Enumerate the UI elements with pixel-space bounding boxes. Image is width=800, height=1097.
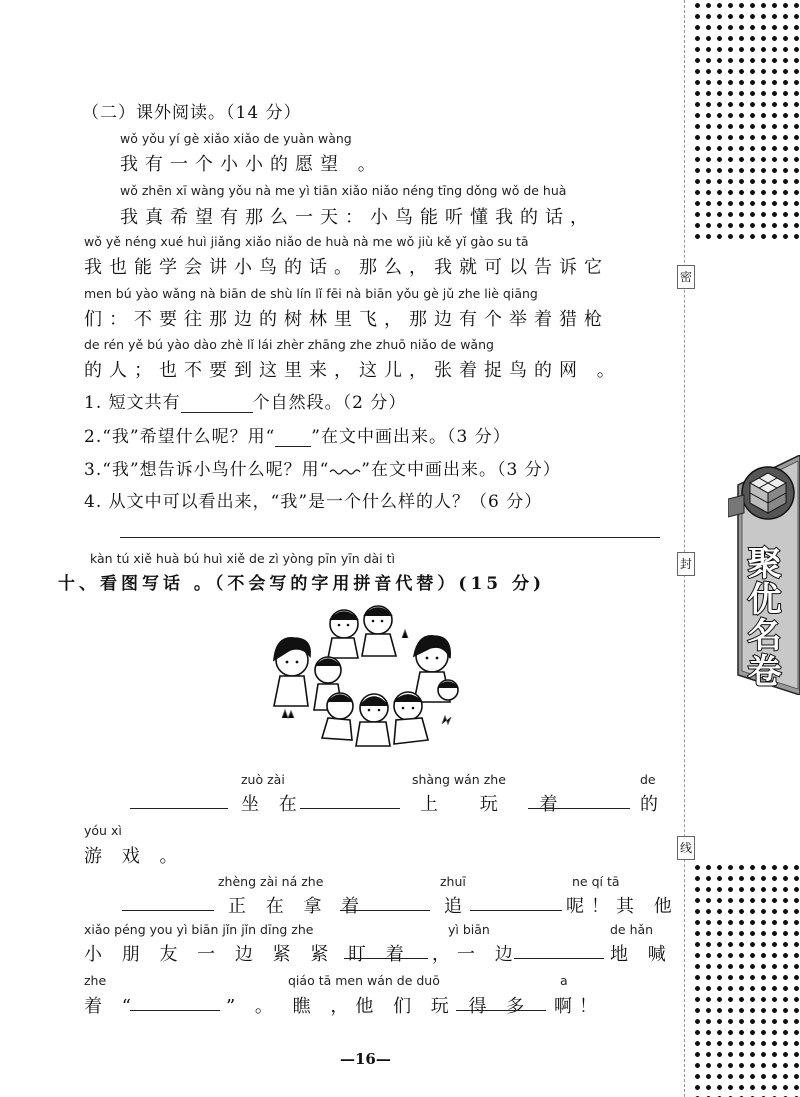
blank-adjective[interactable]: [456, 1010, 546, 1011]
blank-chased[interactable]: [470, 910, 562, 911]
line3-pinyin: men bú yào wǎng nà biān de shù lín lǐ fēi nà biān yǒu gè jǔ zhe liè qiāng: [84, 286, 538, 301]
row4-word-2: ，一 边: [432, 944, 520, 965]
row4-word-1: 小 朋 友 一 边 紧 紧 盯 着: [84, 944, 411, 965]
wavy-line-mark: [329, 466, 361, 476]
seal-feng: 封: [677, 552, 695, 576]
line2-text: 我也能学会讲小鸟的话。那么，我就可以告诉它: [84, 257, 609, 278]
row3-word-1: 正 在 拿 着: [228, 896, 367, 917]
row5-word-1: 着 “: [84, 996, 138, 1017]
row1-word-2: 上 玩 着: [420, 794, 576, 815]
line1-pinyin: wǒ zhēn xī wàng yǒu nà me yì tiān xiǎo niǎo néng tīng dǒng wǒ de huà: [120, 183, 567, 198]
line4-text: 的人；也不要到这里来，这儿，张着捉鸟的网 。: [84, 360, 622, 381]
blank-who-2[interactable]: [122, 910, 214, 911]
row5-word-3: 啊！: [554, 996, 604, 1017]
dot-pattern-top: [692, 0, 800, 245]
page-number: —16—: [340, 1050, 391, 1068]
row1-pinyin-2: shàng wán zhe: [412, 772, 506, 787]
seal-xian: 线: [677, 836, 695, 860]
question-3: 3.“我”想告诉小鸟什么呢？用“ ”在文中画出来。（3 分）: [84, 460, 561, 480]
blank-where[interactable]: [300, 808, 400, 809]
blank-who[interactable]: [130, 808, 228, 809]
line2-pinyin: wǒ yě néng xué huì jiǎng xiǎo niǎo de huà nà me wǒ jiù kě yǐ gào su tā: [84, 234, 529, 249]
blank-watching[interactable]: [344, 958, 428, 959]
dot-pattern-bottom: [692, 862, 800, 1097]
row4-pinyin-1: xiǎo péng you yì biān jǐn jǐn dīng zhe: [84, 922, 314, 937]
title-pinyin: wǒ yǒu yí gè xiǎo xiǎo de yuàn wàng: [120, 131, 352, 146]
row5-word-2: ” 。 瞧 ，他 们 玩 得 多: [226, 996, 532, 1017]
seal-mi: 密: [677, 265, 695, 289]
line3-text: 们：不要往那边的树林里飞，那边有个举着猎枪: [84, 309, 609, 330]
row5-pinyin-3: a: [560, 973, 568, 988]
children-playing-illustration: [262, 598, 464, 750]
question-1: 1. 短文共有 个自然段。（2 分）: [84, 393, 407, 413]
blank-what-game[interactable]: [528, 808, 630, 809]
row4-pinyin-3: de hǎn: [610, 922, 654, 937]
row1-pinyin-1: zuò zài: [241, 772, 285, 787]
question-2: 2.“我”希望什么呢？用“ ”在文中画出来。（3 分）: [84, 427, 511, 447]
row2-text: 游 戏 。: [84, 846, 185, 867]
blank-shout[interactable]: [130, 1010, 220, 1011]
row3-word-3: 呢！其 他: [566, 896, 679, 917]
answer-line-q4[interactable]: [120, 537, 660, 538]
row3-word-2: 追: [444, 896, 469, 917]
blank-how[interactable]: [514, 958, 604, 959]
row5-pinyin-1: zhe: [84, 973, 107, 988]
straight-line-mark: [275, 430, 311, 447]
section10-pinyin: kàn tú xiě huà bú huì xiě de zì yòng pīn yīn dài tì: [90, 551, 396, 566]
brand-name: 聚优名卷: [741, 545, 781, 689]
row3-pinyin-1: zhèng zài ná zhe: [218, 874, 324, 889]
row4-pinyin-2: yì biān: [448, 922, 490, 937]
row4-word-3: 地 喊: [610, 944, 673, 965]
answer-blank[interactable]: [181, 396, 253, 413]
passage-title: 我有一个小小的愿望 。: [120, 154, 383, 175]
line4-pinyin: de rén yě bú yào dào zhè lǐ lái zhèr zhāng zhe zhuō niǎo de wǎng: [84, 337, 494, 352]
section10-heading: 十、看图写话 。（不会写的字用拼音代替）(15 分): [58, 574, 546, 594]
reading-heading: （二）课外阅读。（14 分）: [82, 103, 302, 123]
row1-pinyin-3: de: [640, 772, 656, 787]
row1-word-3: 的: [640, 794, 665, 815]
row2-pinyin: yóu xì: [84, 823, 122, 838]
row3-pinyin-2: zhuī: [440, 874, 466, 889]
row1-word-1: 坐 在: [241, 794, 304, 815]
question-4: 4. 从文中可以看出来，“我”是一个什么样的人？（6 分）: [84, 492, 543, 512]
binding-line: [684, 0, 685, 1097]
line1-text: 我真希望有那么一天：小鸟能听懂我的话，: [120, 207, 595, 228]
row3-pinyin-3: ne qí tā: [572, 874, 620, 889]
row5-pinyin-2: qiáo tā men wán de duō: [288, 973, 440, 988]
blank-object[interactable]: [340, 910, 430, 911]
